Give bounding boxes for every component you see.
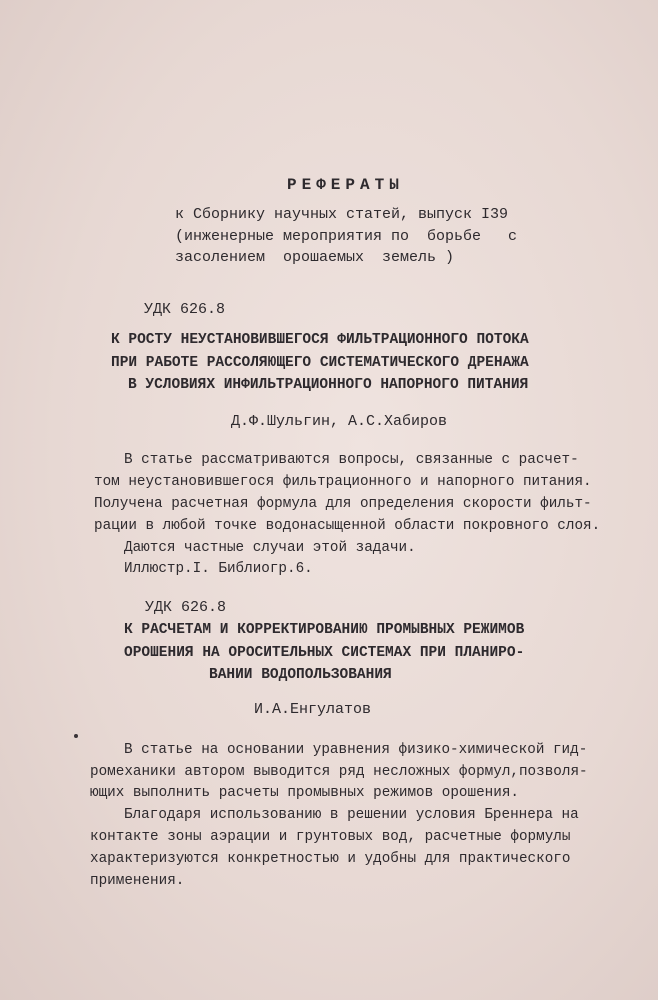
abstract-title-line: ВАНИИ ВОДОПОЛЬЗОВАНИЯ <box>209 667 392 683</box>
abstract-body-line: Даются частные случаи этой задачи. <box>124 540 416 556</box>
abstract-body-line: Получена расчетная формула для определения скорости фильт- <box>94 496 592 512</box>
abstract-authors: И.А.Енгулатов <box>254 701 372 718</box>
abstract-body-line: том неустановившегося фильтрационного и напорного питания. <box>94 474 592 490</box>
abstract-authors: Д.Ф.Шульгин, А.С.Хабиров <box>231 413 448 430</box>
page-title: РЕФЕРАТЫ <box>287 176 404 194</box>
abstract-body-line: В статье на основании уравнения физико-химической гид- <box>124 742 588 758</box>
abstract-body-line: рации в любой точке водонасыщенной области покровного слоя. <box>94 518 601 534</box>
abstract-body-line: Благодаря использованию в решении условия Бреннера на <box>124 807 579 823</box>
abstract-body-line: В статье рассматриваются вопросы, связанные с расчет- <box>124 452 579 468</box>
udk-code: УДК 626.8 <box>144 301 226 318</box>
ink-dot <box>74 734 78 738</box>
abstract-body-line: применения. <box>90 873 185 889</box>
udk-code: УДК 626.8 <box>145 599 227 616</box>
abstract-title-line: В УСЛОВИЯХ ИНФИЛЬТРАЦИОННОГО НАПОРНОГО ПИТАНИЯ <box>128 377 529 393</box>
abstract-body-line: характеризуются конкретностью и удобны для практического <box>90 851 571 867</box>
subtitle-line: засолением орошаемых земель ) <box>175 249 455 266</box>
abstract-title-line: ОРОШЕНИЯ НА ОРОСИТЕЛЬНЫХ СИСТЕМАХ ПРИ ПЛАНИРО- <box>124 645 525 661</box>
abstract-body-line: контакте зоны аэрации и грунтовых вод, расчетные формулы <box>90 829 571 845</box>
subtitle-line: к Сборнику научных статей, выпуск I39 <box>175 206 509 223</box>
abstract-title-line: ПРИ РАБОТЕ РАССОЛЯЮЩЕГО СИСТЕМАТИЧЕСКОГО ДРЕНАЖА <box>111 355 529 371</box>
abstract-title-line: К РОСТУ НЕУСТАНОВИВШЕГОСЯ ФИЛЬТРАЦИОННОГО ПОТОКА <box>111 332 529 348</box>
abstract-body-line: ющих выполнить расчеты промывных режимов орошения. <box>90 785 519 801</box>
abstract-title-line: К РАСЧЕТАМ И КОРРЕКТИРОВАНИЮ ПРОМЫВНЫХ РЕЖИМОВ <box>124 622 525 638</box>
abstract-body-line: Иллюстр.I. Библиогр.6. <box>124 561 313 577</box>
abstract-body-line: ромеханики автором выводится ряд несложных формул,позволя- <box>90 764 588 780</box>
subtitle-line: (инженерные мероприятия по борьбе с <box>175 228 518 245</box>
